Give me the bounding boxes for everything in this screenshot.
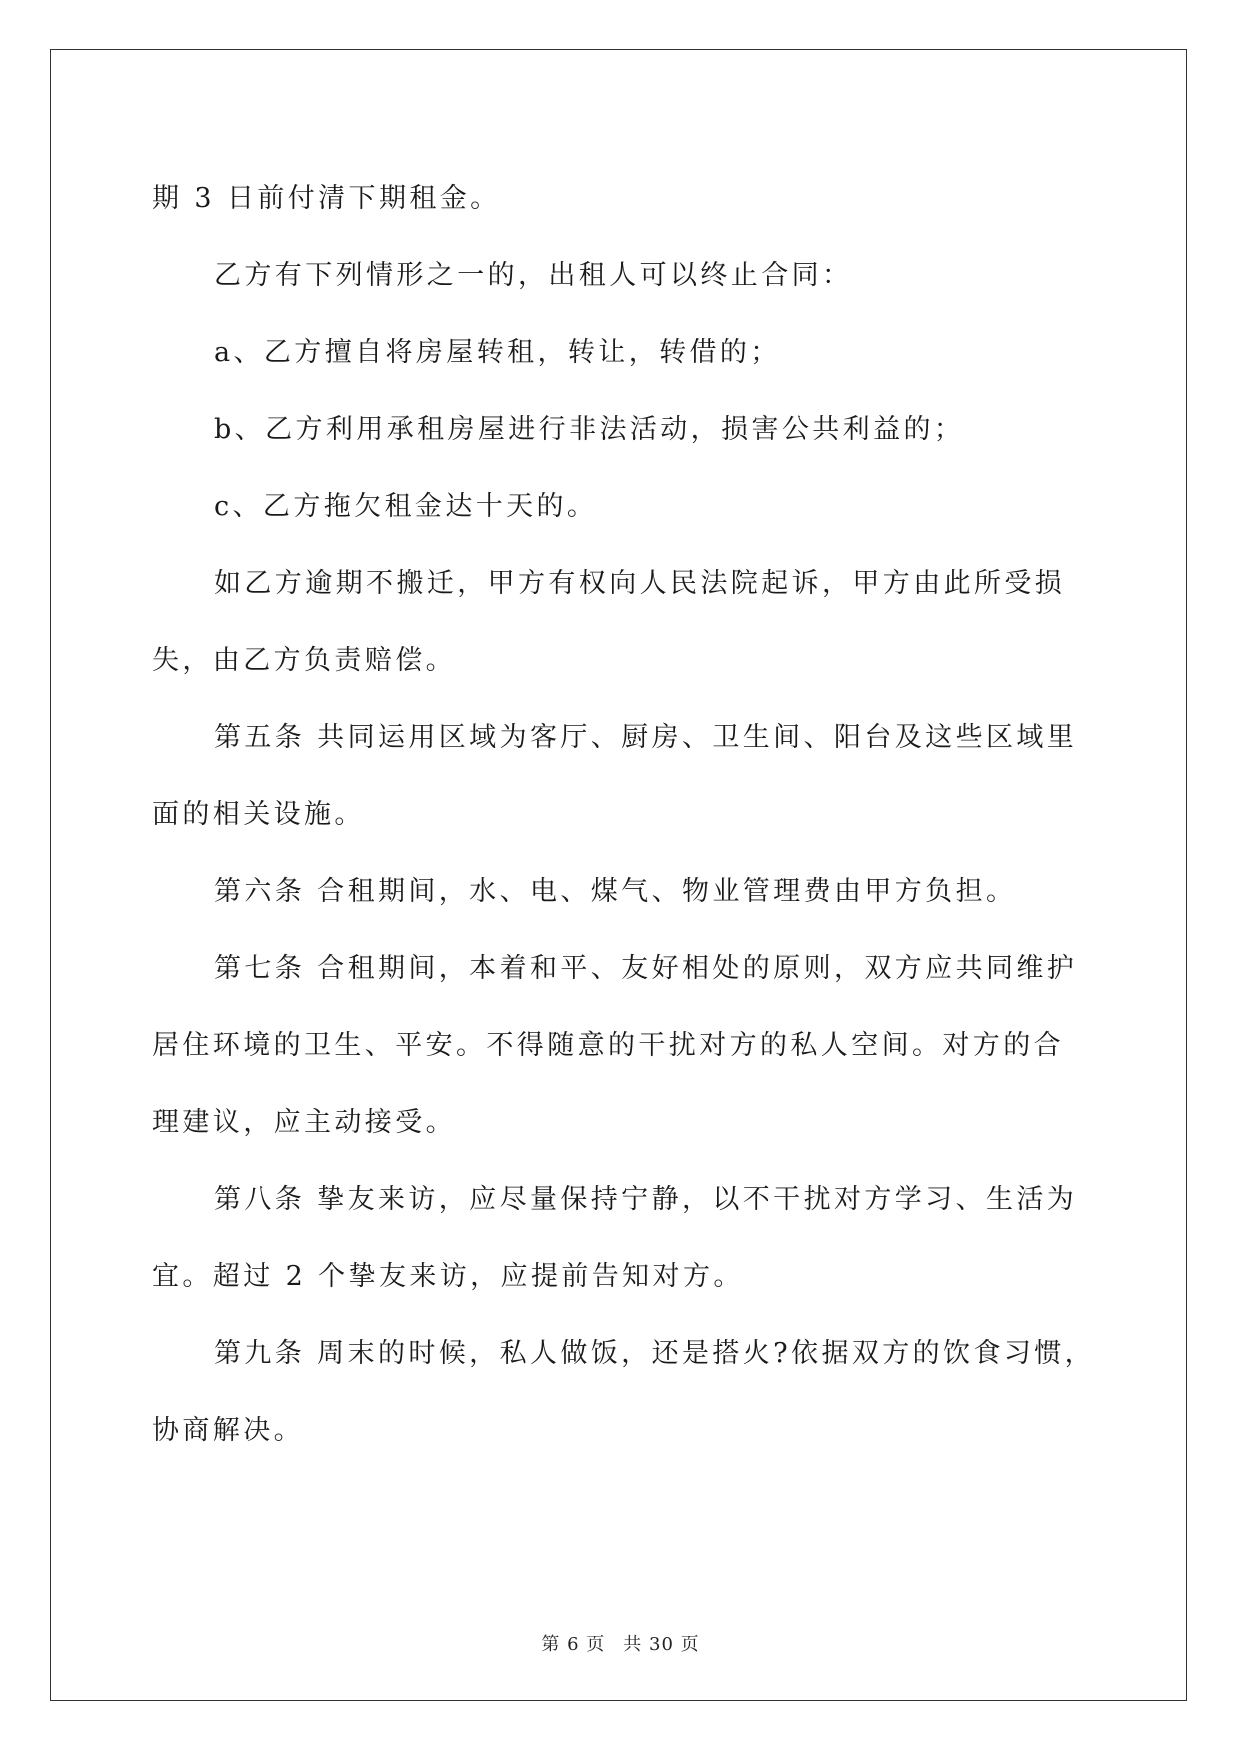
text-line: a、乙方擅自将房屋转租，转让，转借的； bbox=[214, 337, 781, 368]
text-line: 第六条 合租期间，水、电、煤气、物业管理费由甲方负担。 bbox=[214, 876, 1017, 907]
text-line: 如乙方逾期不搬迁，甲方有权向人民法院起诉，甲方由此所受损 bbox=[214, 568, 1066, 599]
text-line: 协商解决。 bbox=[152, 1415, 304, 1446]
text-line: c、乙方拖欠租金达十天的。 bbox=[214, 491, 598, 522]
text-line: b、乙方利用承租房屋进行非法活动，损害公共利益的； bbox=[214, 414, 965, 445]
page-footer bbox=[0, 1630, 1241, 1656]
page-number: 第 6 页 bbox=[541, 1634, 606, 1655]
text-line: 乙方有下列情形之一的，出租人可以终止合同： bbox=[214, 260, 853, 291]
text-line: 居住环境的卫生、平安。不得随意的干扰对方的私人空间。对方的合 bbox=[152, 1030, 1064, 1061]
page-total: 共 30 页 bbox=[623, 1634, 700, 1655]
document-body bbox=[152, 160, 1096, 1469]
text-line: 宜。超过 2 个挚友来访，应提前告知对方。 bbox=[152, 1261, 744, 1292]
text-line: 期 3 日前付清下期租金。 bbox=[152, 183, 501, 214]
text-line: 第八条 挚友来访，应尽量保持宁静，以不干扰对方学习、生活为 bbox=[214, 1184, 1078, 1215]
text-line: 面的相关设施。 bbox=[152, 799, 365, 830]
text-line: 第九条 周末的时候，私人做饭，还是搭火?依据双方的饮食习惯， bbox=[214, 1338, 1096, 1369]
text-line: 第五条 共同运用区域为客厅、厨房、卫生间、阳台及这些区域里 bbox=[214, 722, 1078, 753]
text-line: 第七条 合租期间，本着和平、友好相处的原则，双方应共同维护 bbox=[214, 953, 1078, 984]
text-line: 失，由乙方负责赔偿。 bbox=[152, 645, 456, 676]
text-line: 理建议，应主动接受。 bbox=[152, 1107, 456, 1138]
